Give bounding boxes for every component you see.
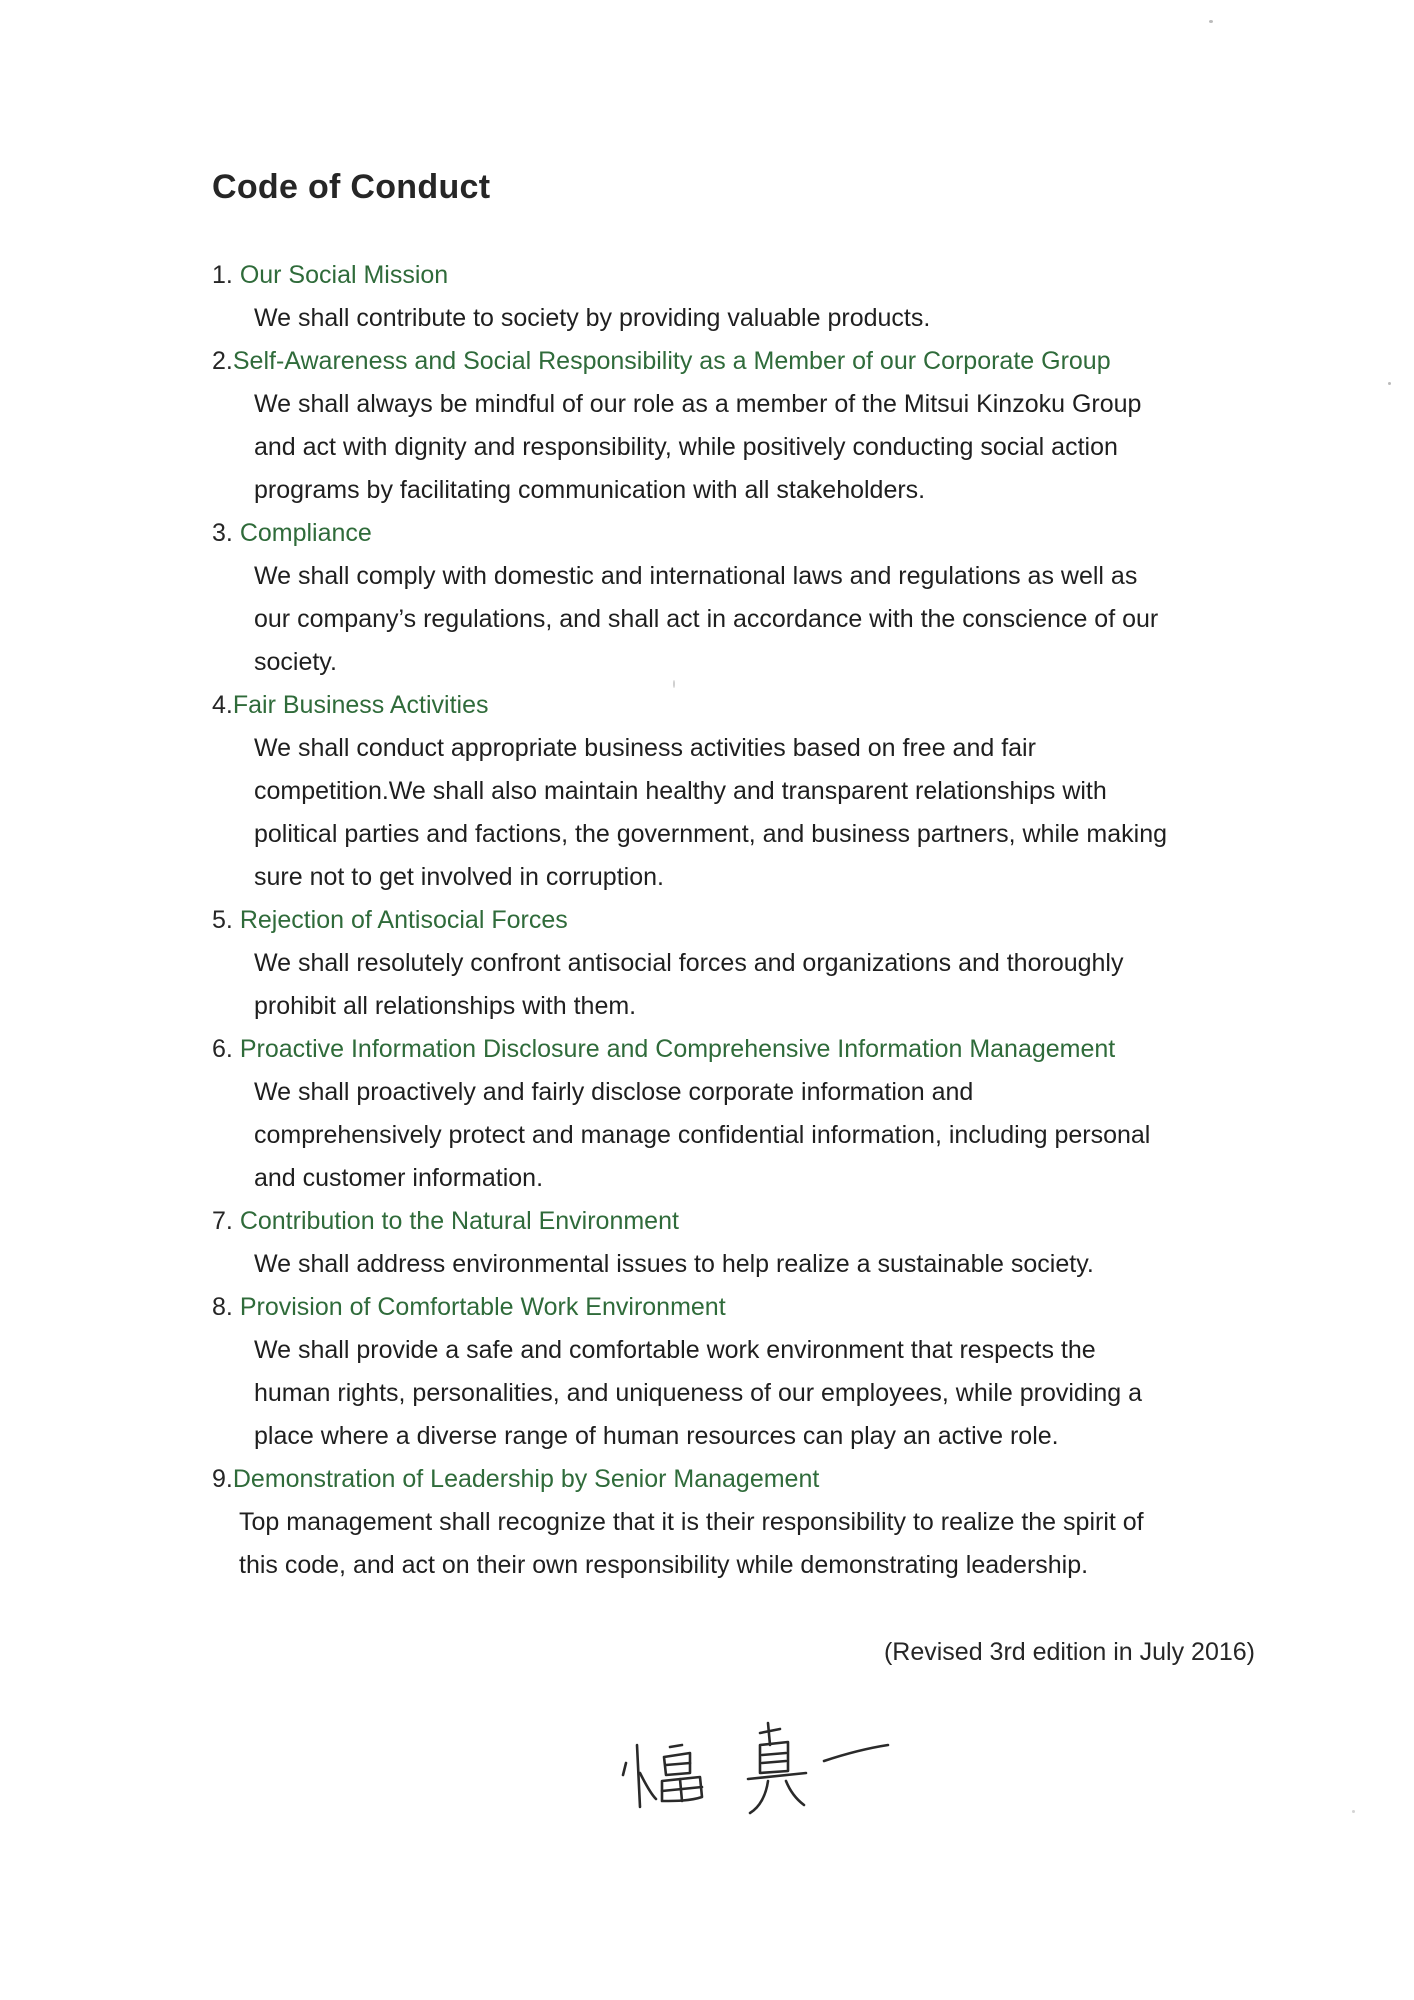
section-fair-business: [212, 684, 1292, 899]
section-title: Proactive Information Disclosure and Comprehensive Information Management: [239, 1035, 1116, 1063]
code-sections: [212, 254, 1292, 1587]
body-line: political parties and factions, the government, and business partners, while making: [254, 820, 1168, 848]
section-antisocial-forces: [212, 899, 1292, 1028]
section-title: Provision of Comfortable Work Environment: [239, 1293, 726, 1321]
section-title: Demonstration of Leadership by Senior Management: [232, 1465, 820, 1493]
section-number: 9.: [212, 1465, 233, 1493]
section-body: [212, 383, 1294, 512]
body-line: programs by facilitating communication with all stakeholders.: [254, 476, 926, 504]
section-heading: [212, 899, 1292, 942]
body-line: Top management shall recognize that it is their responsibility to realize the spirit of: [239, 1508, 1144, 1536]
section-title: Contribution to the Natural Environment: [239, 1207, 679, 1235]
body-line: We shall resolutely confront antisocial forces and organizations and thoroughly: [254, 949, 1124, 977]
body-line: We shall conduct appropriate business activities based on free and fair: [254, 734, 1036, 762]
section-title: Compliance: [239, 519, 372, 547]
section-heading: [212, 340, 1292, 383]
handwritten-signature: [610, 1715, 910, 1835]
body-line: this code, and act on their own responsibility while demonstrating leadership.: [239, 1551, 1089, 1579]
section-number: 1.: [212, 261, 233, 289]
body-line: prohibit all relationships with them.: [254, 992, 637, 1020]
body-line: place where a diverse range of human resources can play an active role.: [254, 1422, 1059, 1450]
body-line: our company’s regulations, and shall act in accordance with the conscience of our: [254, 605, 1159, 633]
section-heading: [212, 1028, 1292, 1071]
body-line: comprehensively protect and manage confidential information, including personal: [254, 1121, 1151, 1149]
section-information-disclosure: [212, 1028, 1292, 1200]
body-line: We shall comply with domestic and international laws and regulations as well as: [254, 562, 1138, 590]
section-body: [212, 555, 1294, 684]
section-self-awareness: [212, 340, 1292, 512]
page-title: Code of Conduct: [212, 168, 491, 206]
section-work-environment: [212, 1286, 1292, 1458]
section-heading: [212, 512, 1292, 555]
section-social-mission: [212, 254, 1292, 340]
body-line: human rights, personalities, and uniqueness of our employees, while providing a: [254, 1379, 1143, 1407]
body-line: We shall provide a safe and comfortable work environment that respects the: [254, 1336, 1096, 1364]
section-number: 8.: [212, 1293, 233, 1321]
section-heading: [212, 1458, 1292, 1501]
section-body: [212, 297, 1294, 340]
section-number: 7.: [212, 1207, 233, 1235]
section-natural-environment: [212, 1200, 1292, 1286]
section-number: 5.: [212, 906, 233, 934]
section-title: Fair Business Activities: [232, 691, 489, 719]
section-compliance: [212, 512, 1292, 684]
section-title: Our Social Mission: [239, 261, 449, 289]
body-line: society.: [254, 648, 337, 676]
section-number: 2.: [212, 347, 233, 375]
body-line: sure not to get involved in corruption.: [254, 863, 664, 891]
body-line: and customer information.: [254, 1164, 544, 1192]
body-line: We shall proactively and fairly disclose corporate information and: [254, 1078, 974, 1106]
section-number: 3.: [212, 519, 233, 547]
section-heading: [212, 684, 1292, 727]
section-body: [212, 727, 1294, 899]
section-body: [212, 1243, 1294, 1286]
section-number: 4.: [212, 691, 233, 719]
section-leadership: [212, 1458, 1292, 1587]
body-line: We shall contribute to society by providing valuable products.: [254, 304, 931, 332]
section-heading: [212, 254, 1292, 297]
section-title: Self-Awareness and Social Responsibility as a Member of our Corporate Group: [232, 347, 1111, 375]
section-body: [212, 1071, 1294, 1200]
section-body: [212, 1329, 1294, 1458]
section-title: Rejection of Antisocial Forces: [239, 906, 568, 934]
section-body: [212, 942, 1294, 1028]
revision-note: (Revised 3rd edition in July 2016): [883, 1638, 1255, 1666]
body-line: and act with dignity and responsibility, while positively conducting social action: [254, 433, 1118, 461]
body-line: We shall always be mindful of our role as a member of the Mitsui Kinzoku Group: [254, 390, 1142, 418]
body-line: We shall address environmental issues to help realize a sustainable society.: [254, 1250, 1094, 1278]
section-heading: [212, 1286, 1292, 1329]
section-heading: [212, 1200, 1292, 1243]
body-line: competition.We shall also maintain healthy and transparent relationships with: [254, 777, 1107, 805]
section-body: [212, 1501, 1279, 1587]
section-number: 6.: [212, 1035, 233, 1063]
